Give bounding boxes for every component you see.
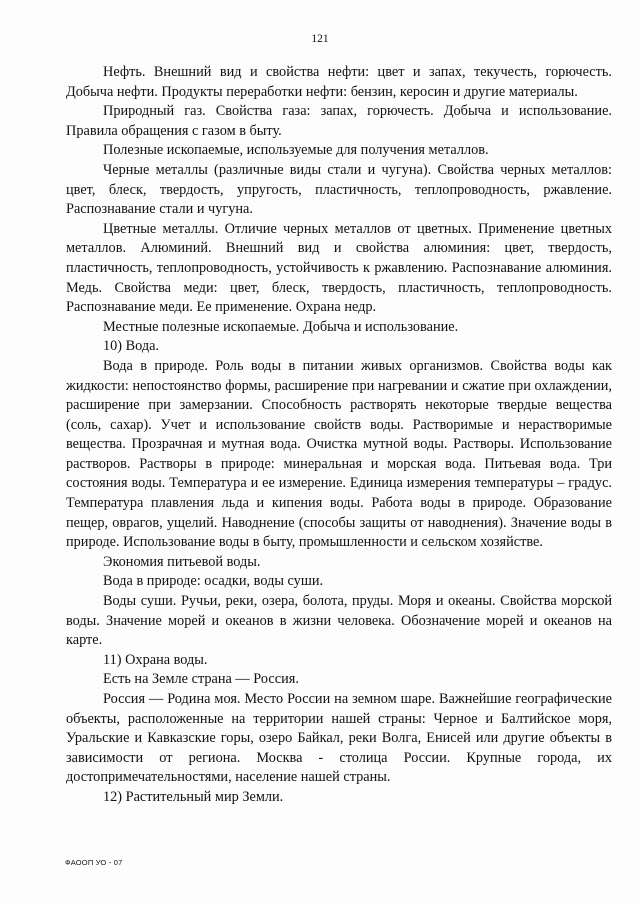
paragraph: Нефть. Внешний вид и свойства нефти: цвет и запах, текучесть, горючесть. Добыча нефти. Продукты переработки нефти: бензин, керосин и другие материалы. (66, 64, 612, 100)
paragraph: Россия — Родина моя. Место России на земном шаре. Важнейшие географические объекты, расположенные на территории нашей страны: Черное и Балтийское моря, Уральские и Кавказские горы, озеро Байкал, реки Волга, Енисей или другие объекты в зависимости от региона. Москва - столица России. Крупные города, их достопримечательностями, население нашей страны. (66, 691, 612, 786)
body-text (66, 63, 612, 808)
paragraph: Полезные ископаемые, используемые для получения металлов. (103, 142, 489, 159)
paragraph: Местные полезные ископаемые. Добыча и использование. (103, 318, 459, 335)
page-number: 121 (311, 33, 329, 45)
section-heading: 11) Охрана воды. (103, 651, 208, 668)
paragraph: Есть на Земле страна — Россия. (103, 671, 299, 688)
section-heading: 10) Вода. (103, 338, 160, 355)
section-heading: 12) Растительный мир Земли. (103, 788, 284, 805)
paragraph: Вода в природе: осадки, воды суши. (103, 573, 324, 590)
footer-code: ФАООП УО - 07 (65, 858, 123, 867)
paragraph: Вода в природе. Роль воды в питании живых организмов. Свойства воды как жидкости: непостоянство формы, расширение при нагревании и сжатие при охлаждении, расширение при замерзании. Способность растворять некоторые твердые вещества (соль, сахар). Учет и использование свойств воды. Растворимые и нерастворимые вещества. Прозрачная и мутная вода. Очистка мутной воды. Растворы. Использование растворов. Растворы в природе: минеральная и морская вода. Питьевая вода. Три состояния воды. Температура и ее измерение. Единица измерения температуры – градус. Температура плавления льда и кипения воды. Работа воды в природе. Образование пещер, оврагов, ущелий. Наводнение (способы защиты от наводнения). Значение воды в природе. Использование воды в быту, промышленности и сельском хозяйстве. (66, 357, 612, 551)
paragraph: Цветные металлы. Отличие черных металлов от цветных. Применение цветных металлов. Алюминий. Внешний вид и свойства алюминия: цвет, твердость, пластичность, теплопроводность, устойчивость к ржавлению. Распознавание алюминия. Медь. Свойства меди: цвет, блеск, твердость, пластичность, теплопроводность. Распознавание меди. Ее применение. Охрана недр. (66, 220, 612, 316)
paragraph: Экономия питьевой воды. (103, 553, 261, 570)
paragraph: Воды суши. Ручьи, реки, озера, болота, пруды. Моря и океаны. Свойства морской воды. Значение морей и океанов в жизни человека. Обозначение морей и океанов на карте. (66, 593, 612, 649)
paragraph: Природный газ. Свойства газа: запах, горючесть. Добыча и использование. Правила обращения с газом в быту. (66, 103, 612, 139)
paragraph: Черные металлы (различные виды стали и чугуна). Свойства черных металлов: цвет, блеск, твердость, упругость, пластичность, теплопроводность, ржавление. Распознавание стали и чугуна. (66, 161, 612, 218)
